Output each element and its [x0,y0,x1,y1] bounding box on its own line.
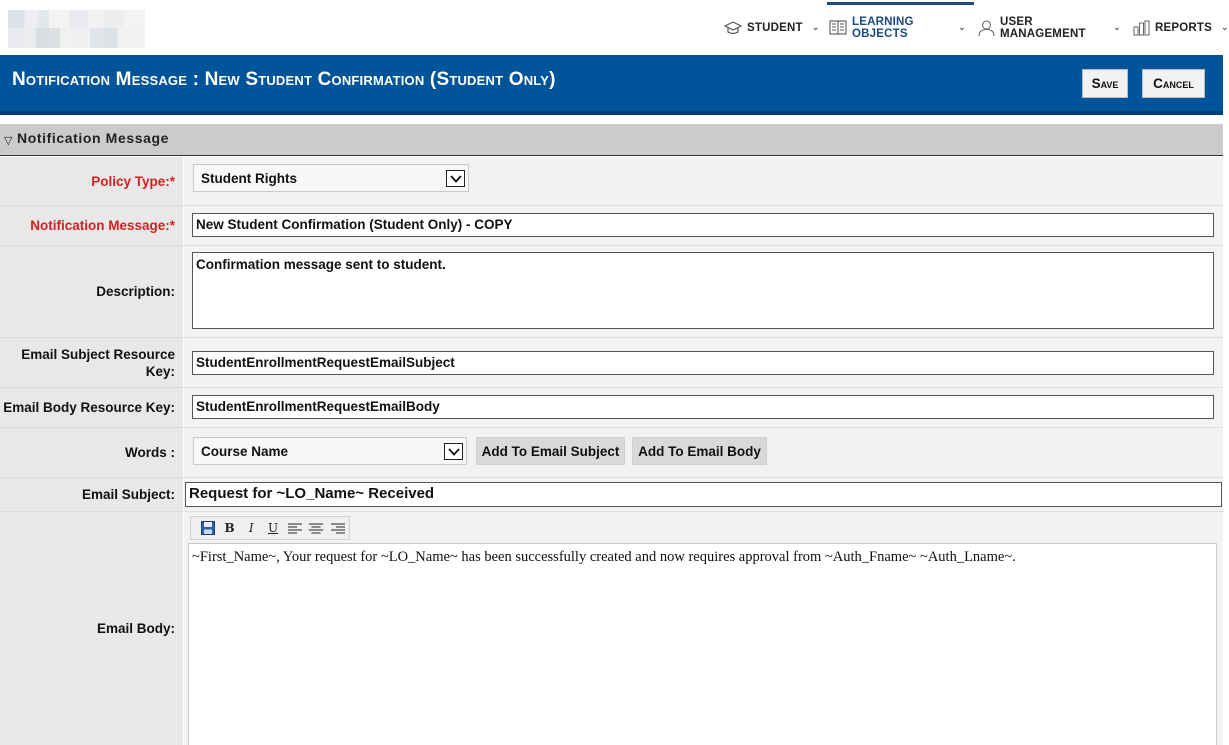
chevron-down-icon[interactable] [446,170,465,187]
add-to-email-body-button[interactable]: Add To Email Body [632,437,767,465]
policy-type-select[interactable] [193,164,469,192]
align-left-icon[interactable] [284,519,306,537]
field-value [184,338,1223,387]
select-value: Student Rights [201,170,297,186]
email-body-editor[interactable]: ~First_Name~, Your request for ~LO_Name~ has been successfully created and now requires approval from ~Auth_Fname~ ~Auth_Lname~. [188,543,1217,745]
words-select[interactable] [193,437,467,465]
company-logo[interactable] [8,10,145,48]
align-center-icon[interactable] [306,519,328,537]
save-button[interactable]: Save [1082,69,1128,98]
underline-icon[interactable]: U [267,521,279,535]
field-label: Words : [0,428,183,477]
section-title: Notification Message [17,130,170,146]
add-to-email-subject-button[interactable]: Add To Email Subject [476,437,625,465]
nav-item-student[interactable] [718,0,823,55]
editor-toolbar [190,516,350,540]
field-value [184,428,1223,477]
user-icon [978,20,995,36]
description-textarea[interactable]: Confirmation message sent to student. [192,252,1214,329]
email-body-key-input[interactable]: StudentEnrollmentRequestEmailBody [192,395,1214,419]
chevron-down-icon[interactable] [444,443,463,460]
field-value [184,478,1223,511]
main-nav [718,0,1229,55]
field-label: Policy Type:* [0,157,183,205]
bold-icon[interactable]: B [224,521,235,535]
form-row-email-subject-key [0,338,1223,388]
field-value [184,246,1223,337]
italic-icon[interactable]: I [248,521,254,535]
notification-message-input[interactable]: New Student Confirmation (Student Only) - COPY [192,213,1214,237]
page-title: Notification Message : New Student Confirmation (Student Only) [12,69,556,90]
cancel-button[interactable]: Cancel [1142,69,1205,98]
form-row-email-subject [0,478,1223,512]
form-row-notification-message [0,206,1223,246]
page-header [0,55,1223,115]
section-header[interactable] [0,124,1223,156]
nav-item-label: USER MANAGEMENT [1000,15,1086,40]
nav-item-reports[interactable] [1127,0,1229,55]
save-icon[interactable] [197,519,219,537]
nav-item-label: LEARNING OBJECTS [852,15,914,40]
field-label: Email Body Resource Key: [0,388,183,427]
chevron-down-icon: ⌄ [811,22,820,32]
field-value [184,157,1223,205]
bar-chart-icon [1133,20,1150,36]
nav-item-label: STUDENT [747,21,803,34]
chevron-down-icon: ⌄ [958,22,966,32]
graduation-cap-icon [724,20,742,36]
email-subject-input[interactable]: Request for ~LO_Name~ Received [185,482,1222,507]
form-row-policy-type [0,157,1223,206]
nav-item-learning-objects[interactable] [823,0,972,55]
book-icon [829,20,847,36]
email-subject-key-input[interactable]: StudentEnrollmentRequestEmailSubject [192,351,1214,375]
collapse-triangle-icon[interactable]: ▽ [4,135,13,147]
align-right-icon[interactable] [327,519,349,537]
chevron-down-icon: ⌄ [1113,22,1121,32]
field-label: Notification Message:* [0,206,183,245]
field-label: Email Subject Resource Key: [0,338,183,387]
field-label: Description: [0,246,183,337]
field-value [184,388,1223,427]
chevron-down-icon: ⌄ [1221,22,1229,32]
form-row-words [0,428,1223,478]
nav-item-user-management[interactable] [972,0,1127,55]
form-row-email-body-key [0,388,1223,428]
form-row-description [0,246,1223,338]
field-label: Email Body: [0,512,183,745]
top-navigation [0,0,1229,55]
select-value: Course Name [201,443,289,459]
field-label: Email Subject: [0,478,183,511]
field-value [184,206,1223,245]
nav-item-label: REPORTS [1155,21,1212,34]
